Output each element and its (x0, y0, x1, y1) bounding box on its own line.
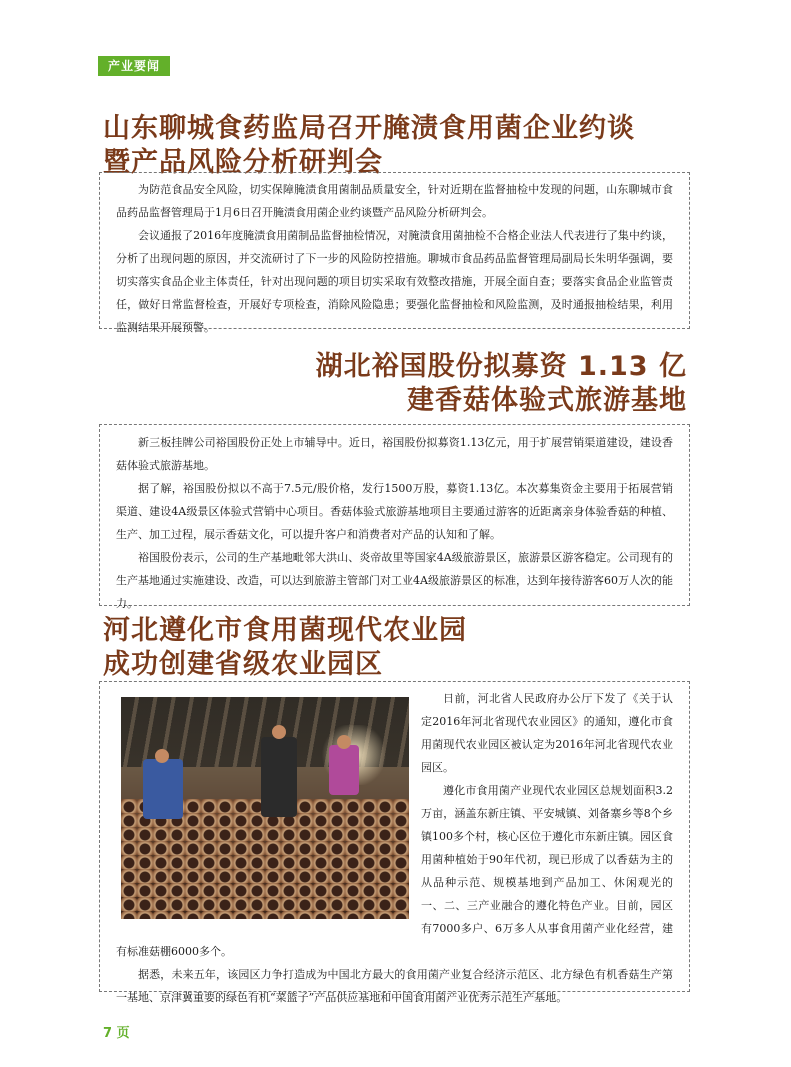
worker-figure (143, 759, 183, 819)
article1-paragraph: 为防范食品安全风险，切实保障腌渍食用菌制品质量安全，针对近期在监督抽检中发现的问题，山东聊城市食品药品监督管理局于1月6日召开腌渍食用菌企业约谈暨产品风险分析研判会。 (116, 183, 673, 219)
page-number: 7 页 (103, 1026, 130, 1041)
worker-figure (261, 737, 297, 817)
worker-head (155, 749, 169, 763)
article2-paragraph: 据了解，裕国股份拟以不高于7.5元/股价格，发行1500万股，募资1.13亿。本次募集资金主要用于拓展营销渠道、建设4A级景区体验式营销中心项目。香菇体验式旅游基地项目主要通过游客的近距离亲身体验香菇的种植、生产、加工过程，展示香菇文化，可以提升客户和消费者对产品的认知和了解。 (116, 482, 673, 541)
article3-paragraph: 遵化市食用菌产业现代农业园区总规划面积3.2万亩，涵盖东新庄镇、平安城镇、刘备寨乡等8个乡镇100多个村，核心区位于遵化市东新庄镇。园区食用菌种植始于90年代初，现已形成了以香菇为主的从品种示范、规模基地到产品加工、休闲观光的一、二、三产业融合的遵化特色产业。目前，园区有7000多户、6万多人从事食用菌产业化经营，建有标准菇棚6000多个。 (116, 784, 673, 958)
article1-title-line1: 山东聊城食药监局召开腌渍食用菌企业约谈 (103, 113, 635, 144)
mushroom-greenhouse-photo (121, 697, 409, 919)
article3-body (99, 681, 690, 1004)
article3-title-line2: 成功创建省级农业园区 (103, 649, 383, 680)
worker-head (337, 735, 351, 749)
article1-paragraph: 会议通报了2016年度腌渍食用菌制品监督抽检情况，对腌渍食用菌抽检不合格企业法人代表进行了集中约谈，分析了出现问题的原因，并交流研讨了下一步的风险防控措施。聊城市食品药品监督管理局副局长朱明华强调，要切实落实食品企业主体责任，针对出现问题的项目切实采取有效整改措施，开展全面自查；要落实食品企业监管责任，做好日常监督检查，开展好专项检查，消除风险隐患；要强化监督抽检和风险监测，及时通报抽检结果，利用监测结果开展预警。 (116, 229, 673, 334)
article1-title (103, 112, 635, 180)
article2-paragraph: 新三板挂牌公司裕国股份正处上市辅导中。近日，裕国股份拟募资1.13亿元，用于扩展营销渠道建设，建设香菇体验式旅游基地。 (116, 436, 673, 472)
article3-paragraph: 日前，河北省人民政府办公厅下发了《关于认定2016年河北省现代农业园区》的通知，遵化市食用菌现代农业园区被认定为2016年河北省现代农业园区。 (421, 692, 673, 774)
article2-paragraph: 裕国股份表示，公司的生产基地毗邻大洪山、炎帝故里等国家4A级旅游景区，旅游景区游客稳定。公司现有的生产基地通过实施建设、改造，可以达到旅游主管部门对工业4A级旅游景区的标准，达到年接待游客60万人次的能力。 (116, 551, 673, 610)
article3-paragraph: 据悉，未来五年，该园区力争打造成为中国北方最大的食用菌产业复合经济示范区、北方绿色有机香菇生产第一基地、京津冀重要的绿色有机“菜篮子”产品供应基地和中国食用菌产业优秀示范生产基地。 (116, 968, 673, 1004)
article2-title (316, 350, 687, 418)
article3-title-line1: 河北遵化市食用菌现代农业园 (103, 615, 467, 646)
article2-body (99, 424, 690, 610)
article1-title-line2: 暨产品风险分析研判会 (103, 147, 383, 178)
worker-figure (329, 745, 359, 795)
article2-title-line2: 建香菇体验式旅游基地 (407, 385, 687, 416)
article2-title-line1: 湖北裕国股份拟募资 1.13 亿 (315, 351, 687, 382)
worker-head (272, 725, 286, 739)
article3-title (103, 614, 467, 682)
section-tag: 产业要闻 (98, 56, 170, 76)
article1-body (99, 172, 690, 334)
